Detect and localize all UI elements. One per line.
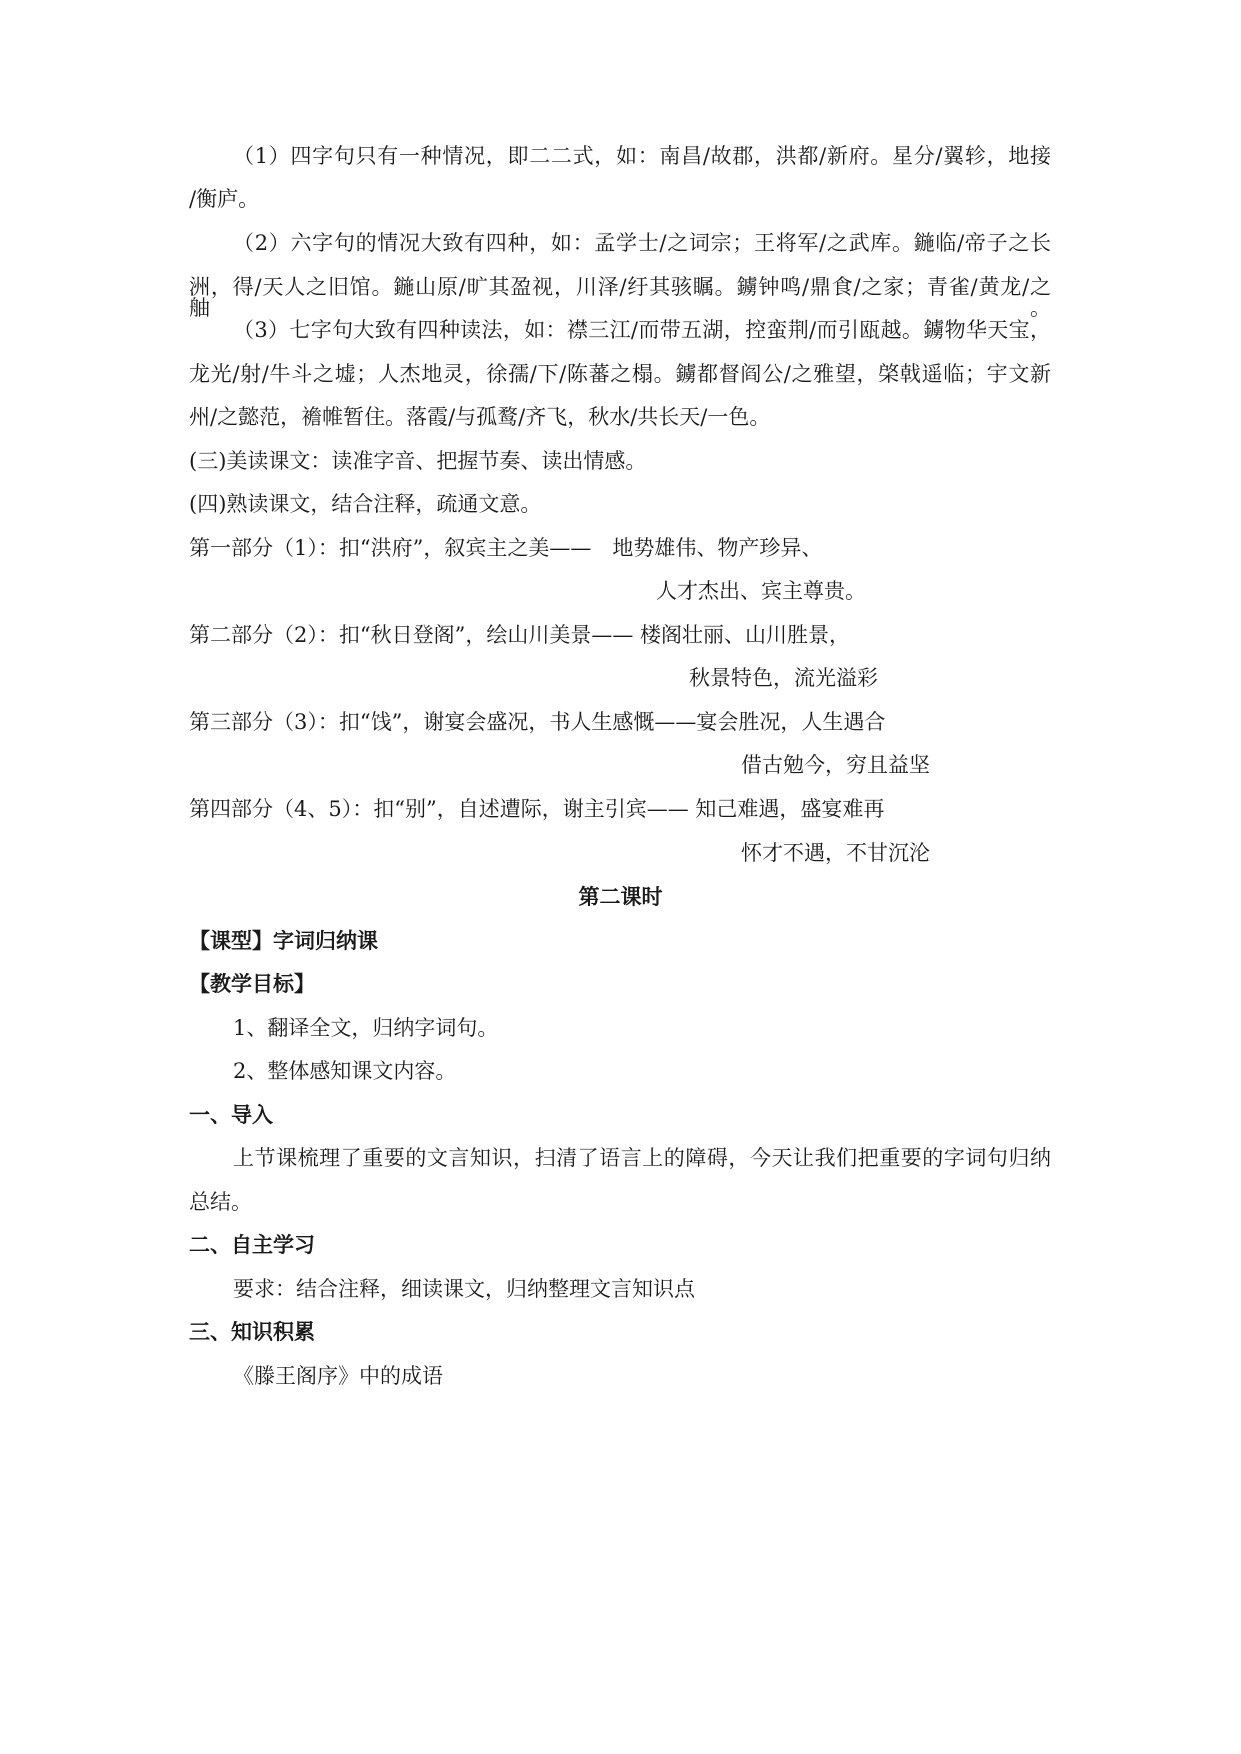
rhythm-six-char-line2: 洲，得/天人之旧馆。鍦山原/旷其盈视，川泽/纡其骇瞩。鐪钟鸣/鼎食/之家；青雀/黄龙/之舳。 [189,275,1051,320]
section-intro-heading: 一、导入 [189,1103,273,1127]
rhythm-seven-char-line1: （3）七字句大致有四种读法，如：襟三江/而带五湖，控蛮荆/而引瓯越。鐪物华天宝， [233,318,1051,342]
lesson-two-title: 第二课时 [578,885,663,909]
knowledge-idioms-line: 《滕王阁序》中的成语 [233,1364,443,1388]
self-study-requirement: 要求：结合注释，细读课文，归纳整理文言知识点 [233,1277,695,1301]
rhythm-four-char-line1: （1）四字句只有一种情况，即二二式，如：南昌/故郡，洪都/新府。星分/翼轸，地接 [233,144,1051,168]
intro-line1: 上节课梳理了重要的文言知识，扫清了语言上的障碍，今天让我们把重要的字词句归纳 [233,1146,1051,1170]
section-self-study-heading: 二、自主学习 [189,1233,315,1257]
part-four-heading: 第四部分（4、5）：扣“别”，自述遭际，谢主引宾—— 知己难遇，盛宴难再 [189,797,885,821]
rhythm-seven-char-line2: 龙光/射/牛斗之墟；人杰地灵，徐孺/下/陈蕃之榻。鐪都督阎公/之雅望，棨戟遥临；宇文新 [189,362,1051,386]
part-three-heading: 第三部分（3）：扣“饯”，谢宴会盛况，书人生感慨——宴会胜况，人生遇合 [189,710,886,734]
lesson-type: 【课型】字词归纳课 [189,929,378,953]
teaching-goals-heading: 【教学目标】 [189,972,315,996]
teaching-goal-2: 2、整体感知课文内容。 [233,1059,457,1083]
rhythm-seven-char-line3: 州/之懿范，襜帷暂住。落霞/与孤鹜/齐飞，秋水/共长天/一色。 [189,405,771,429]
section-knowledge-heading: 三、知识积累 [189,1320,315,1344]
step-three: (三)美读课文：读准字音、把握节奏、读出情感。 [189,449,647,473]
part-three-continuation: 借古勉今，穷且益坚 [741,753,930,777]
rhythm-six-char-line1: （2）六字句的情况大致有四种，如：孟学士/之词宗；王将军/之武库。鍦临/帝子之长 [233,231,1051,255]
intro-line2: 总结。 [189,1190,252,1214]
part-two-continuation: 秋景特色，流光溢彩 [689,666,878,690]
teaching-goal-1: 1、翻译全文，归纳字词句。 [233,1016,499,1040]
part-four-continuation: 怀才不遇，不甘沉沦 [741,841,930,865]
part-one-continuation: 人才杰出、宾主尊贵。 [656,579,866,603]
rhythm-four-char-line2: /衡庐。 [189,187,260,211]
part-one-heading: 第一部分（1）：扣“洪府”，叙宾主之美—— 地势雄伟、物产珍异、 [189,536,823,560]
part-two-heading: 第二部分（2）：扣“秋日登阁”，绘山川美景—— 楼阁壮丽、山川胜景， [189,623,851,647]
step-four: (四)熟读课文，结合注释，疏通文意。 [189,492,542,516]
